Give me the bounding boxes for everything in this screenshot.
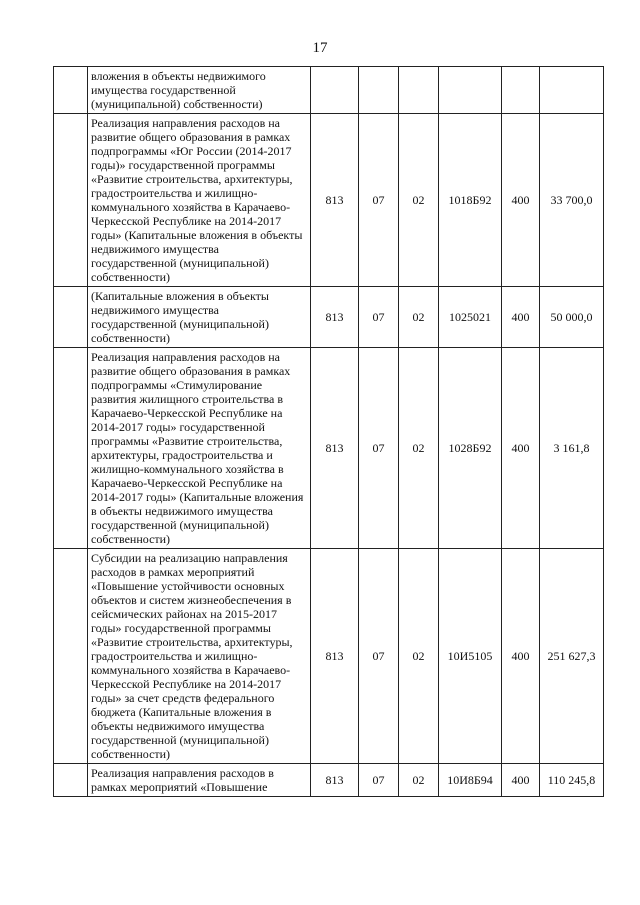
cell-subsection: 02 — [399, 348, 439, 549]
table-row — [54, 287, 604, 348]
cell-ministry: 813 — [311, 764, 359, 797]
cell-amount: 33 700,0 — [540, 114, 604, 287]
cell-expense-type: 400 — [502, 764, 540, 797]
cell-description: Реализация направления расходов на развитие общего образования в рамках подпрограммы «Юг России (2014-2017 годы)» государственной программы «Развитие строительства, архитектуры, градостроительства и жилищно-коммунального хозяйства в Карачаево-Черкесской Республике на 2014-2017 годы» (Капитальные вложения в объекты недвижимого имущества государственной (муниципальной) собственности) — [88, 114, 311, 287]
cell-amount: 110 245,8 — [540, 764, 604, 797]
cell-expense-type — [502, 67, 540, 114]
cell-amount: 3 161,8 — [540, 348, 604, 549]
cell-section: 07 — [359, 348, 399, 549]
row-number-cell — [54, 764, 88, 797]
cell-target: 1025021 — [439, 287, 502, 348]
row-number-cell — [54, 549, 88, 764]
cell-target: 1028Б92 — [439, 348, 502, 549]
cell-ministry: 813 — [311, 549, 359, 764]
cell-section: 07 — [359, 114, 399, 287]
table-row — [54, 549, 604, 764]
cell-amount: 251 627,3 — [540, 549, 604, 764]
row-number-cell — [54, 287, 88, 348]
cell-section: 07 — [359, 764, 399, 797]
cell-expense-type: 400 — [502, 287, 540, 348]
cell-ministry — [311, 67, 359, 114]
table-body — [54, 67, 604, 797]
cell-ministry: 813 — [311, 348, 359, 549]
cell-subsection: 02 — [399, 114, 439, 287]
cell-section: 07 — [359, 287, 399, 348]
cell-amount: 50 000,0 — [540, 287, 604, 348]
row-number-cell — [54, 348, 88, 549]
cell-target: 1018Б92 — [439, 114, 502, 287]
budget-table — [53, 66, 604, 797]
cell-expense-type: 400 — [502, 348, 540, 549]
row-number-cell — [54, 67, 88, 114]
table-row — [54, 114, 604, 287]
cell-amount — [540, 67, 604, 114]
cell-description: вложения в объекты недвижимого имущества государственной (муниципальной) собственности) — [88, 67, 311, 114]
cell-target — [439, 67, 502, 114]
table-row — [54, 67, 604, 114]
cell-subsection — [399, 67, 439, 114]
page-number: 17 — [312, 40, 328, 56]
cell-section: 07 — [359, 549, 399, 764]
cell-target: 10И8Б94 — [439, 764, 502, 797]
cell-expense-type: 400 — [502, 549, 540, 764]
cell-description: Реализация направления расходов в рамках мероприятий «Повышение — [88, 764, 311, 797]
cell-subsection: 02 — [399, 287, 439, 348]
cell-ministry: 813 — [311, 114, 359, 287]
cell-subsection: 02 — [399, 764, 439, 797]
cell-description: Субсидии на реализацию направления расходов в рамках мероприятий «Повышение устойчивости основных объектов и систем жизнеобеспечения в сейсмических районах на 2015-2017 годы» государственной программы «Развитие строительства, архитектуры, градостроительства и жилищно-коммунального хозяйства в Карачаево-Черкесской Республике на 2014-2017 годы» за счет средств федерального бюджета (Капитальные вложения в объекты недвижимого имущества государственной (муниципальной) собственности) — [88, 549, 311, 764]
row-number-cell — [54, 114, 88, 287]
cell-description: Реализация направления расходов на развитие общего образования в рамках подпрограммы «Стимулирование развития жилищного строительства в Карачаево-Черкесской Республике на 2014-2017 годы» государственной программы «Развитие строительства, архитектуры, градостроительства и жилищно-коммунального хозяйства в Карачаево-Черкесской Республике на 2014-2017 годы» (Капитальные вложения в объекты недвижимого имущества государственной (муниципальной) собственности) — [88, 348, 311, 549]
cell-ministry: 813 — [311, 287, 359, 348]
cell-section — [359, 67, 399, 114]
cell-expense-type: 400 — [502, 114, 540, 287]
table-row — [54, 764, 604, 797]
cell-subsection: 02 — [399, 549, 439, 764]
table-row — [54, 348, 604, 549]
cell-description: (Капитальные вложения в объекты недвижимого имущества государственной (муниципальной) собственности) — [88, 287, 311, 348]
cell-target: 10И5105 — [439, 549, 502, 764]
